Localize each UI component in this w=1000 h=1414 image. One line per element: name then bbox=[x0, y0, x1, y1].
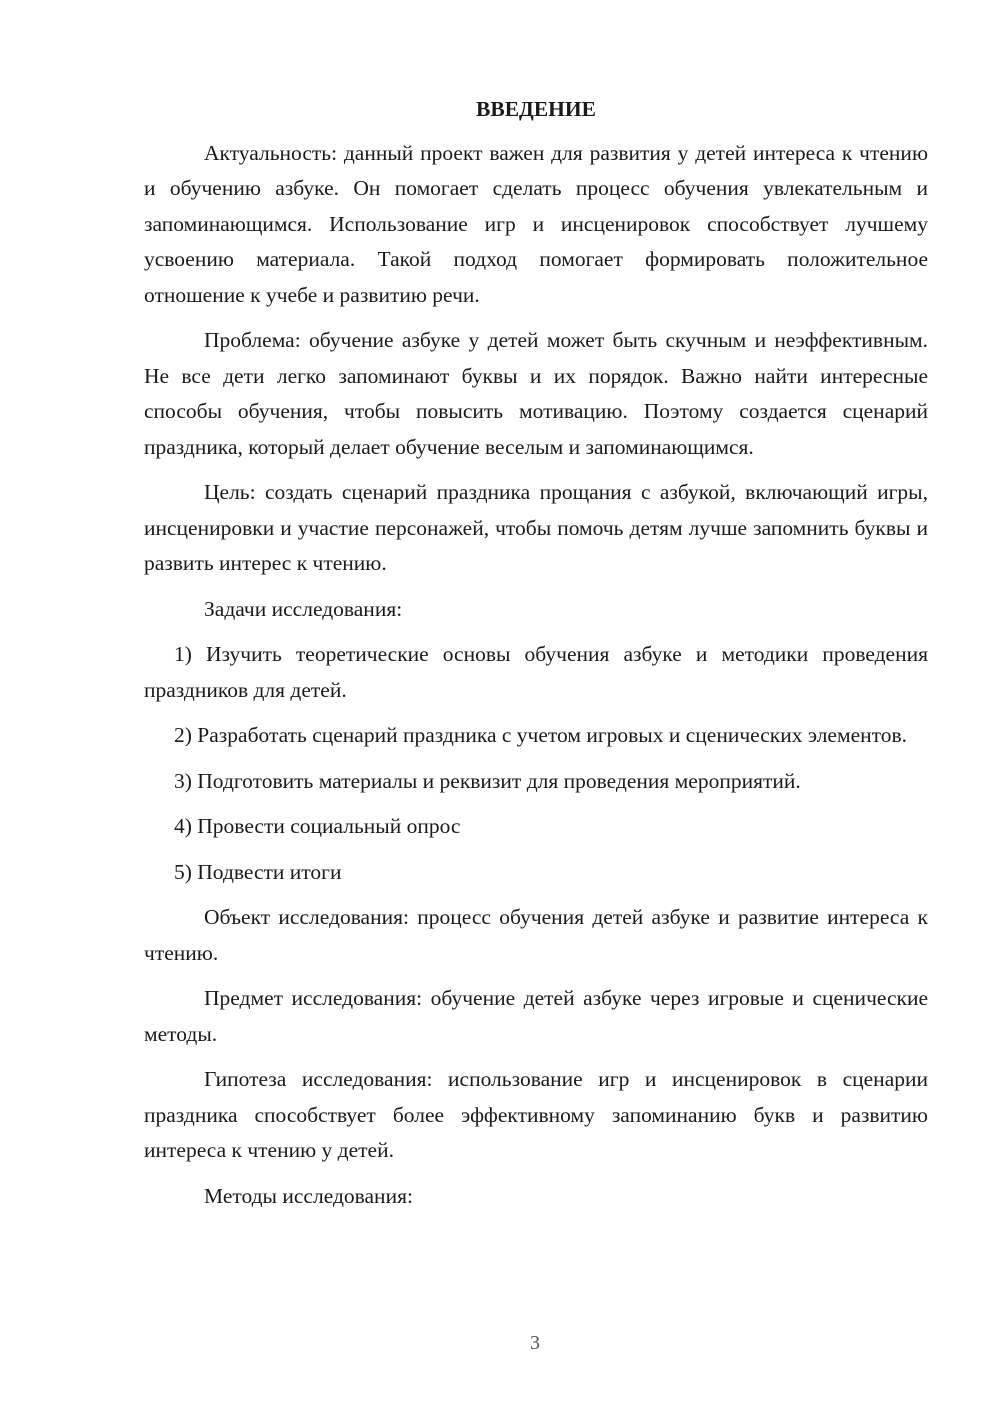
paragraph-relevance: Актуальность: данный проект важен для развития у детей интереса к чтению и обучению азбуке. Он помогает сделать процесс обучения увлекательным и запоминающимся. Использование игр и инсценировок способствует лучшему усвоению материала. Такой подход помогает формировать положительное отношение к учебе и развитию речи. bbox=[144, 140, 928, 307]
paragraph-subject: Предмет исследования: обучение детей азбуке через игровые и сценические методы. bbox=[144, 986, 928, 1046]
task-item-4: 4) Провести социальный опрос bbox=[174, 814, 461, 838]
paragraph-hypothesis: Гипотеза исследования: использование игр и инсценировок в сценарии праздника способствует более эффективному запоминанию букв и развитию интереса к чтению у детей. bbox=[144, 1067, 928, 1162]
page-title: ВВЕДЕНИЕ bbox=[476, 97, 596, 121]
paragraph-tasks-heading: Задачи исследования: bbox=[204, 596, 403, 621]
page-content bbox=[144, 92, 928, 1224]
paragraph-methods: Методы исследования: bbox=[204, 1183, 413, 1208]
paragraph-goal: Цель: создать сценарий праздника прощания с азбукой, включающий игры, инсценировки и участие персонажей, чтобы помочь детям лучше запомнить буквы и развить интерес к чтению. bbox=[144, 480, 928, 575]
paragraph-object: Объект исследования: процесс обучения детей азбуке и развитие интереса к чтению. bbox=[144, 905, 928, 965]
paragraph-problem: Проблема: обучение азбуке у детей может быть скучным и неэффективным. Не все дети легко запоминают буквы и их порядок. Важно найти интересные способы обучения, чтобы повысить мотивацию. Поэтому создается сценарий праздника, который делает обучение веселым и запоминающимся. bbox=[144, 328, 928, 459]
task-item-1: 1) Изучить теоретические основы обучения азбуке и методики проведения праздников для детей. bbox=[144, 642, 928, 702]
page-number: 3 bbox=[530, 1332, 540, 1354]
task-item-5: 5) Подвести итоги bbox=[174, 859, 342, 884]
task-item-3: 3) Подготовить материалы и реквизит для проведения мероприятий. bbox=[174, 768, 801, 793]
task-item-2: 2) Разработать сценарий праздника с учетом игровых и сценических элементов. bbox=[174, 723, 908, 747]
